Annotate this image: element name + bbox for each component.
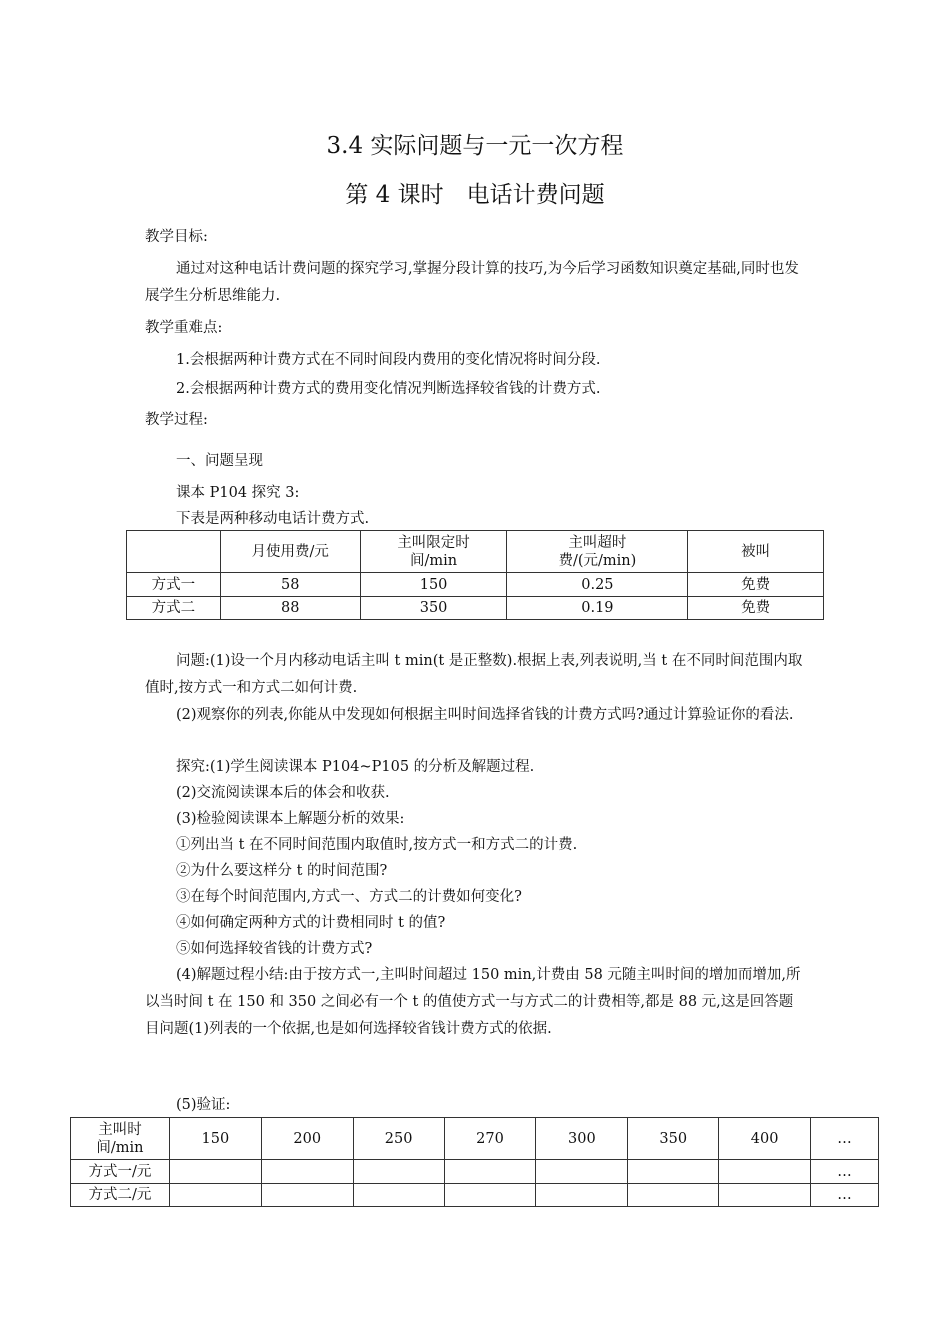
empty-cell (169, 1184, 261, 1207)
table-row (127, 597, 824, 620)
empty-cell (628, 1184, 719, 1207)
question-1: 问题:(1)设一个月内移动电话主叫 t min(t 是正整数).根据上表,列表说明,当 t 在不同时间范围内取值时,按方式一和方式二如何计费. (145, 653, 803, 696)
question-2: (2)观察你的列表,你能从中发现如何根据主叫时间选择省钱的计费方式吗?通过计算验证你的看法. (176, 707, 794, 723)
table-cell: 方式一 (127, 573, 221, 597)
time-value: 250 (353, 1118, 444, 1160)
check-item-1: ①列出当 t 在不同时间范围内取值时,按方式一和方式二的计费. (176, 837, 578, 853)
explore-step-1: 探究:(1)学生阅读课本 P104~P105 的分析及解题过程. (176, 759, 535, 775)
empty-cell (536, 1184, 628, 1207)
verify-header-row (71, 1118, 879, 1160)
empty-cell (444, 1184, 536, 1207)
table-intro: 下表是两种移动电话计费方式. (176, 511, 370, 527)
section-heading: 一、问题呈现 (176, 453, 263, 469)
table-cell: 58 (220, 573, 360, 597)
summary-paragraph: (4)解题过程小结:由于按方式一,主叫时间超过 150 min,计费由 58 元随主叫时间的增加而增加,所以当时间 t 在 150 和 350 之间必有一个 t 的值使方式一与方式二的计费相等,都是 88 元,这是回答题目问题(1)列表的一个依据,也是如何选择较省钱计费方式的依据. (145, 967, 801, 1037)
key-point-2: 2.会根据两种计费方式的费用变化情况判断选择较省钱的计费方式. (176, 381, 601, 397)
textbook-reference: 课本 P104 探究 3: (176, 485, 300, 501)
table-row (127, 573, 824, 597)
plan-header-blank (127, 531, 221, 573)
verify-table (70, 1117, 879, 1207)
empty-cell (444, 1160, 536, 1184)
explore-step-3: (3)检验阅读课本上解题分析的效果: (176, 811, 405, 827)
plan-header-incoming: 被叫 (688, 531, 824, 573)
table-row (71, 1184, 879, 1207)
header-text: 月使用费/元 (251, 543, 329, 560)
table-cell: 0.25 (507, 573, 688, 597)
time-value: 350 (628, 1118, 719, 1160)
table-cell: 0.19 (507, 597, 688, 620)
empty-cell (169, 1160, 261, 1184)
table-cell: 方式二 (127, 597, 221, 620)
table-cell: 88 (220, 597, 360, 620)
ellipsis-cell: … (811, 1160, 879, 1184)
table-cell: 350 (360, 597, 507, 620)
empty-cell (353, 1184, 444, 1207)
verify-label: (5)验证: (176, 1097, 231, 1113)
empty-cell (719, 1184, 811, 1207)
time-value: 200 (261, 1118, 353, 1160)
time-value: … (811, 1118, 879, 1160)
table-cell: 免费 (688, 597, 824, 620)
empty-cell (719, 1160, 811, 1184)
process-heading: 教学过程: (145, 412, 208, 428)
time-value: 300 (536, 1118, 628, 1160)
plan-table-header-row (127, 531, 824, 573)
header-text: 主叫超时费/(元/min) (558, 534, 637, 569)
plan-header-time-limit (360, 531, 507, 573)
goals-text: 通过对这种电话计费问题的探究学习,掌握分段计算的技巧,为今后学习函数知识奠定基础,同时也发展学生分析思维能力. (145, 261, 799, 304)
empty-cell (353, 1160, 444, 1184)
table-cell: 150 (360, 573, 507, 597)
header-text: 主叫限定时间/min (397, 534, 470, 569)
time-value: 150 (169, 1118, 261, 1160)
plan-header-overtime-fee (507, 531, 688, 573)
check-item-4: ④如何确定两种方式的计费相同时 t 的值? (176, 915, 446, 931)
plan-header-monthly-fee (220, 531, 360, 573)
row-label: 方式二/元 (71, 1184, 170, 1207)
goals-heading: 教学目标: (145, 229, 208, 245)
table-cell: 免费 (688, 573, 824, 597)
key-heading: 教学重难点: (145, 320, 223, 336)
time-value: 400 (719, 1118, 811, 1160)
empty-cell (536, 1160, 628, 1184)
explore-step-2: (2)交流阅读课本后的体会和收获. (176, 785, 390, 801)
key-point-1: 1.会根据两种计费方式在不同时间段内费用的变化情况将时间分段. (176, 352, 601, 368)
page-title: 3.4 实际问题与一元一次方程 (326, 133, 624, 159)
time-value: 270 (444, 1118, 536, 1160)
empty-cell (261, 1160, 353, 1184)
header-text: 主叫时间/min (96, 1121, 144, 1156)
row-label: 方式一/元 (71, 1160, 170, 1184)
plan-table (126, 530, 824, 620)
verify-header-label (71, 1118, 170, 1160)
check-item-5: ⑤如何选择较省钱的计费方式? (176, 941, 373, 957)
check-item-3: ③在每个时间范围内,方式一、方式二的计费如何变化? (176, 889, 522, 905)
table-row (71, 1160, 879, 1184)
lesson-subtitle: 第 4 课时 电话计费问题 (345, 182, 605, 208)
empty-cell (628, 1160, 719, 1184)
check-item-2: ②为什么要这样分 t 的时间范围? (176, 863, 388, 879)
ellipsis-cell: … (811, 1184, 879, 1207)
empty-cell (261, 1184, 353, 1207)
